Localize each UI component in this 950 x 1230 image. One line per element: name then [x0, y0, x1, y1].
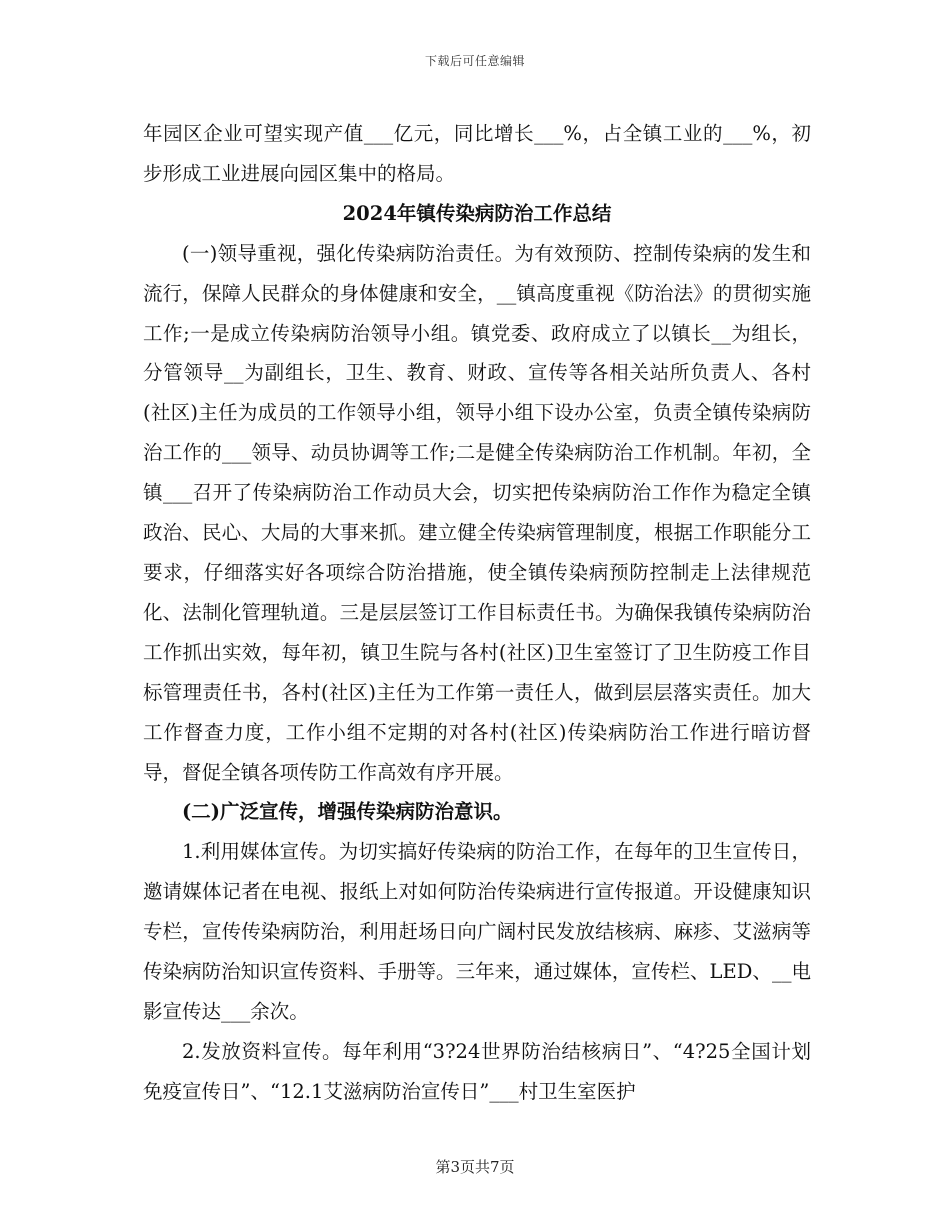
item1-paragraph: 1.利用媒体宣传。为切实搞好传染病的防治工作，在每年的卫生宣传日，邀请媒体记者在电视、报纸上对如何防治传染病进行宣传报道。开设健康知识专栏，宣传传染病防治，利用赶场日向广阔村民发放结核病、麻疹、艾滋病等传染病防治知识宣传资料、手册等。三年来，通过媒体，宣传栏、LED、__电影宣传达___余次。: [143, 840, 811, 1023]
document-title: 2024年镇传染病防治工作总结: [342, 201, 612, 225]
page-footer: 第3页共7页: [435, 1158, 515, 1176]
intro-paragraph: 年园区企业可望实现产值___亿元，同比增长___%，占全镇工业的___%，初步形成工业进展向园区集中的格局。: [143, 122, 811, 185]
page-header: 下载后可任意编辑: [424, 54, 525, 68]
section2-heading: (二)广泛宣传，增强传染病防治意识。: [182, 800, 513, 824]
document-body: [143, 114, 811, 1112]
item2-paragraph: 2.发放资料宣传。每年利用“3?24世界防治结核病日”、“4?25全国计划免疫宣传日”、“12.1艾滋病防治宣传日”___村卫生室医护: [143, 1039, 811, 1103]
section1-paragraph: (一)领导重视，强化传染病防治责任。为有效预防、控制传染病的发生和流行，保障人民群众的身体健康和安全，__镇高度重视《防治法》的贯彻实施工作;一是成立传染病防治领导小组。镇党委、政府成立了以镇长__为组长，分管领导__为副组长，卫生、教育、财政、宣传等各相关站所负责人、各村(社区)主任为成员的工作领导小组，领导小组下设办公室，负责全镇传染病防治工作的___领导、动员协调等工作;二是健全传染病防治工作机制。年初，全镇___召开了传染病防治工作动员大会，切实把传染病防治工作作为稳定全镇政治、民心、大局的大事来抓。建立健全传染病管理制度，根据工作职能分工要求，仔细落实好各项综合防治措施，使全镇传染病预防控制走上法律规范化、法制化管理轨道。三是层层签订工作目标责任书。为确保我镇传染病防治工作抓出实效，每年初，镇卫生院与各村(社区)卫生室签订了卫生防疫工作目标管理责任书，各村(社区)主任为工作第一责任人，做到层层落实责任。加大工作督查力度，工作小组不定期的对各村(社区)传染病防治工作进行暗访督导，督促全镇各项传防工作高效有序开展。: [143, 241, 811, 784]
